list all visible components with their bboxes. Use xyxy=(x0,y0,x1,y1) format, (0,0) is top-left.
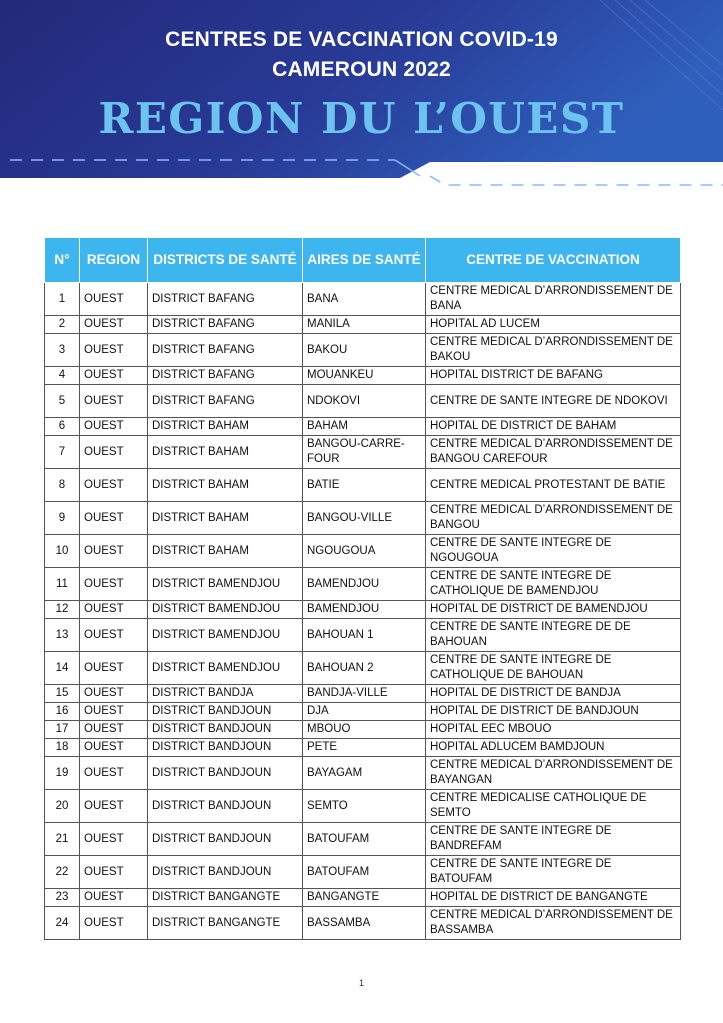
cell-district: DISTRICT BAMENDJOU xyxy=(148,568,303,601)
cell-number: 20 xyxy=(45,790,80,823)
header-title-line2: CAMEROUN 2022 xyxy=(272,58,451,81)
cell-district: DISTRICT BANDJOUN xyxy=(148,721,303,739)
table-row xyxy=(45,685,681,703)
vaccination-centres-table xyxy=(44,237,681,940)
cell-number: 17 xyxy=(45,721,80,739)
cell-centre: HOPITAL ADLUCEM BAMDJOUN xyxy=(426,739,681,757)
cell-number: 3 xyxy=(45,334,80,367)
table-row xyxy=(45,907,681,940)
table-row xyxy=(45,418,681,436)
page-number: 1 xyxy=(358,978,364,988)
region-title: REGION DU L’OUEST xyxy=(98,94,625,143)
cell-centre: CENTRE MEDICAL D’ARRONDISSEMENT DE BANA xyxy=(426,283,681,316)
cell-centre: HOPITAL DISTRICT DE BAFANG xyxy=(426,367,681,385)
cell-number: 1 xyxy=(45,283,80,316)
cell-district: DISTRICT BANDJOUN xyxy=(148,757,303,790)
cell-number: 10 xyxy=(45,535,80,568)
table-row xyxy=(45,856,681,889)
table-row xyxy=(45,367,681,385)
cell-number: 23 xyxy=(45,889,80,907)
cell-region: OUEST xyxy=(80,652,148,685)
cell-number: 18 xyxy=(45,739,80,757)
cell-centre: CENTRE DE SANTE INTEGRE DE BANDREFAM xyxy=(426,823,681,856)
cell-region: OUEST xyxy=(80,721,148,739)
table-row xyxy=(45,823,681,856)
cell-centre: HOPITAL DE DISTRICT DE BANGANGTE xyxy=(426,889,681,907)
cell-district: DISTRICT BAMENDJOU xyxy=(148,652,303,685)
cell-aire: NGOUGOUA xyxy=(303,535,426,568)
cell-number: 21 xyxy=(45,823,80,856)
table-row xyxy=(45,283,681,316)
table-row xyxy=(45,568,681,601)
cell-region: OUEST xyxy=(80,385,148,418)
cell-district: DISTRICT BAFANG xyxy=(148,334,303,367)
cell-centre: CENTRE MEDICAL D’ARRONDISSEMENT DE BASSAMBA xyxy=(426,907,681,940)
table-row xyxy=(45,739,681,757)
cell-region: OUEST xyxy=(80,856,148,889)
cell-region: OUEST xyxy=(80,568,148,601)
cell-number: 13 xyxy=(45,619,80,652)
cell-number: 9 xyxy=(45,502,80,535)
cell-region: OUEST xyxy=(80,436,148,469)
cell-aire: BAHAM xyxy=(303,418,426,436)
cell-region: OUEST xyxy=(80,502,148,535)
cell-district: DISTRICT BAFANG xyxy=(148,367,303,385)
cell-aire: BATOUFAM xyxy=(303,856,426,889)
cell-aire: BANGOU-VILLE xyxy=(303,502,426,535)
vaccination-centres-table-wrapper xyxy=(44,237,680,940)
cell-aire: PETE xyxy=(303,739,426,757)
cell-district: DISTRICT BAFANG xyxy=(148,385,303,418)
table-body xyxy=(45,283,681,940)
cell-region: OUEST xyxy=(80,316,148,334)
cell-centre: HOPITAL EEC MBOUO xyxy=(426,721,681,739)
table-row xyxy=(45,334,681,367)
column-header-centre: CENTRE DE VACCINATION xyxy=(426,238,681,283)
cell-district: DISTRICT BAHAM xyxy=(148,418,303,436)
cell-region: OUEST xyxy=(80,283,148,316)
cell-aire: MBOUO xyxy=(303,721,426,739)
cell-centre: HOPITAL DE DISTRICT DE BANDJA xyxy=(426,685,681,703)
cell-aire: NDOKOVI xyxy=(303,385,426,418)
table-row xyxy=(45,436,681,469)
cell-aire: DJA xyxy=(303,703,426,721)
column-header-district: DISTRICTS DE SANTÉ xyxy=(148,238,303,283)
cell-centre: CENTRE DE SANTE INTEGRE DE DE BAHOUAN xyxy=(426,619,681,652)
cell-aire: BANGANGTE xyxy=(303,889,426,907)
cell-aire: BAMENDJOU xyxy=(303,601,426,619)
table-row xyxy=(45,721,681,739)
cell-aire: BANA xyxy=(303,283,426,316)
cell-number: 15 xyxy=(45,685,80,703)
cell-aire: MANILA xyxy=(303,316,426,334)
table-row xyxy=(45,601,681,619)
cell-aire: MOUANKEU xyxy=(303,367,426,385)
cell-district: DISTRICT BAHAM xyxy=(148,469,303,502)
cell-number: 5 xyxy=(45,385,80,418)
cell-region: OUEST xyxy=(80,469,148,502)
cell-number: 16 xyxy=(45,703,80,721)
cell-district: DISTRICT BANDJOUN xyxy=(148,703,303,721)
table-row xyxy=(45,385,681,418)
cell-region: OUEST xyxy=(80,601,148,619)
cell-district: DISTRICT BAMENDJOU xyxy=(148,619,303,652)
cell-aire: BANGOU-CARRE-FOUR xyxy=(303,436,426,469)
cell-region: OUEST xyxy=(80,367,148,385)
cell-centre: CENTRE DE SANTE INTEGRE DE CATHOLIQUE DE BAMENDJOU xyxy=(426,568,681,601)
cell-aire: BANDJA-VILLE xyxy=(303,685,426,703)
cell-aire: BAHOUAN 2 xyxy=(303,652,426,685)
cell-region: OUEST xyxy=(80,334,148,367)
cell-centre: CENTRE MEDICAL PROTESTANT DE BATIE xyxy=(426,469,681,502)
cell-aire: BAHOUAN 1 xyxy=(303,619,426,652)
cell-region: OUEST xyxy=(80,907,148,940)
cell-aire: BATOUFAM xyxy=(303,823,426,856)
table-row xyxy=(45,757,681,790)
table-row xyxy=(45,790,681,823)
cell-centre: CENTRE MEDICAL D’ARRONDISSEMENT DE BAKOU xyxy=(426,334,681,367)
cell-region: OUEST xyxy=(80,535,148,568)
cell-number: 6 xyxy=(45,418,80,436)
cell-aire: BAMENDJOU xyxy=(303,568,426,601)
column-header-region: REGION xyxy=(80,238,148,283)
cell-aire: BAYAGAM xyxy=(303,757,426,790)
cell-district: DISTRICT BAFANG xyxy=(148,316,303,334)
table-row xyxy=(45,502,681,535)
table-header-row xyxy=(45,238,681,283)
cell-centre: HOPITAL DE DISTRICT DE BAMENDJOU xyxy=(426,601,681,619)
cell-centre: CENTRE DE SANTE INTEGRE DE BATOUFAM xyxy=(426,856,681,889)
cell-aire: BAKOU xyxy=(303,334,426,367)
column-header-number: N° xyxy=(45,238,80,283)
cell-region: OUEST xyxy=(80,739,148,757)
cell-district: DISTRICT BANGANGTE xyxy=(148,889,303,907)
cell-region: OUEST xyxy=(80,619,148,652)
cell-region: OUEST xyxy=(80,790,148,823)
cell-number: 24 xyxy=(45,907,80,940)
table-row xyxy=(45,469,681,502)
cell-number: 4 xyxy=(45,367,80,385)
cell-number: 2 xyxy=(45,316,80,334)
cell-region: OUEST xyxy=(80,757,148,790)
cell-centre: CENTRE MEDICAL D’ARRONDISSEMENT DE BAYANGAN xyxy=(426,757,681,790)
cell-region: OUEST xyxy=(80,823,148,856)
cell-district: DISTRICT BAMENDJOU xyxy=(148,601,303,619)
cell-centre: HOPITAL DE DISTRICT DE BAHAM xyxy=(426,418,681,436)
cell-region: OUEST xyxy=(80,418,148,436)
header-banner xyxy=(0,0,723,190)
cell-district: DISTRICT BANGANGTE xyxy=(148,907,303,940)
cell-district: DISTRICT BANDJOUN xyxy=(148,739,303,757)
cell-district: DISTRICT BAFANG xyxy=(148,283,303,316)
cell-number: 7 xyxy=(45,436,80,469)
cell-region: OUEST xyxy=(80,685,148,703)
cell-district: DISTRICT BANDJOUN xyxy=(148,790,303,823)
cell-centre: CENTRE MEDICAL D’ARRONDISSEMENT DE BANGOU xyxy=(426,502,681,535)
column-header-aire: AIRES DE SANTÉ xyxy=(303,238,426,283)
cell-region: OUEST xyxy=(80,889,148,907)
cell-district: DISTRICT BANDJOUN xyxy=(148,856,303,889)
cell-district: DISTRICT BANDJA xyxy=(148,685,303,703)
cell-aire: BASSAMBA xyxy=(303,907,426,940)
cell-centre: CENTRE MEDICALISE CATHOLIQUE DE SEMTO xyxy=(426,790,681,823)
cell-centre: CENTRE DE SANTE INTEGRE DE NGOUGOUA xyxy=(426,535,681,568)
cell-region: OUEST xyxy=(80,703,148,721)
cell-number: 8 xyxy=(45,469,80,502)
cell-district: DISTRICT BAHAM xyxy=(148,535,303,568)
table-row xyxy=(45,535,681,568)
cell-aire: SEMTO xyxy=(303,790,426,823)
table-row xyxy=(45,703,681,721)
cell-centre: CENTRE DE SANTE INTEGRE DE NDOKOVI xyxy=(426,385,681,418)
header-title-line1: CENTRES DE VACCINATION COVID-19 xyxy=(165,28,558,51)
cell-centre: HOPITAL DE DISTRICT DE BANDJOUN xyxy=(426,703,681,721)
cell-number: 14 xyxy=(45,652,80,685)
table-row xyxy=(45,619,681,652)
cell-number: 19 xyxy=(45,757,80,790)
table-row xyxy=(45,889,681,907)
cell-centre: CENTRE MEDICAL D’ARRONDISSEMENT DE BANGOU CAREFOUR xyxy=(426,436,681,469)
cell-district: DISTRICT BAHAM xyxy=(148,502,303,535)
cell-number: 12 xyxy=(45,601,80,619)
cell-centre: HOPITAL AD LUCEM xyxy=(426,316,681,334)
cell-centre: CENTRE DE SANTE INTEGRE DE CATHOLIQUE DE BAHOUAN xyxy=(426,652,681,685)
cell-district: DISTRICT BANDJOUN xyxy=(148,823,303,856)
cell-aire: BATIE xyxy=(303,469,426,502)
table-row xyxy=(45,652,681,685)
table-row xyxy=(45,316,681,334)
cell-number: 11 xyxy=(45,568,80,601)
cell-number: 22 xyxy=(45,856,80,889)
cell-district: DISTRICT BAHAM xyxy=(148,436,303,469)
